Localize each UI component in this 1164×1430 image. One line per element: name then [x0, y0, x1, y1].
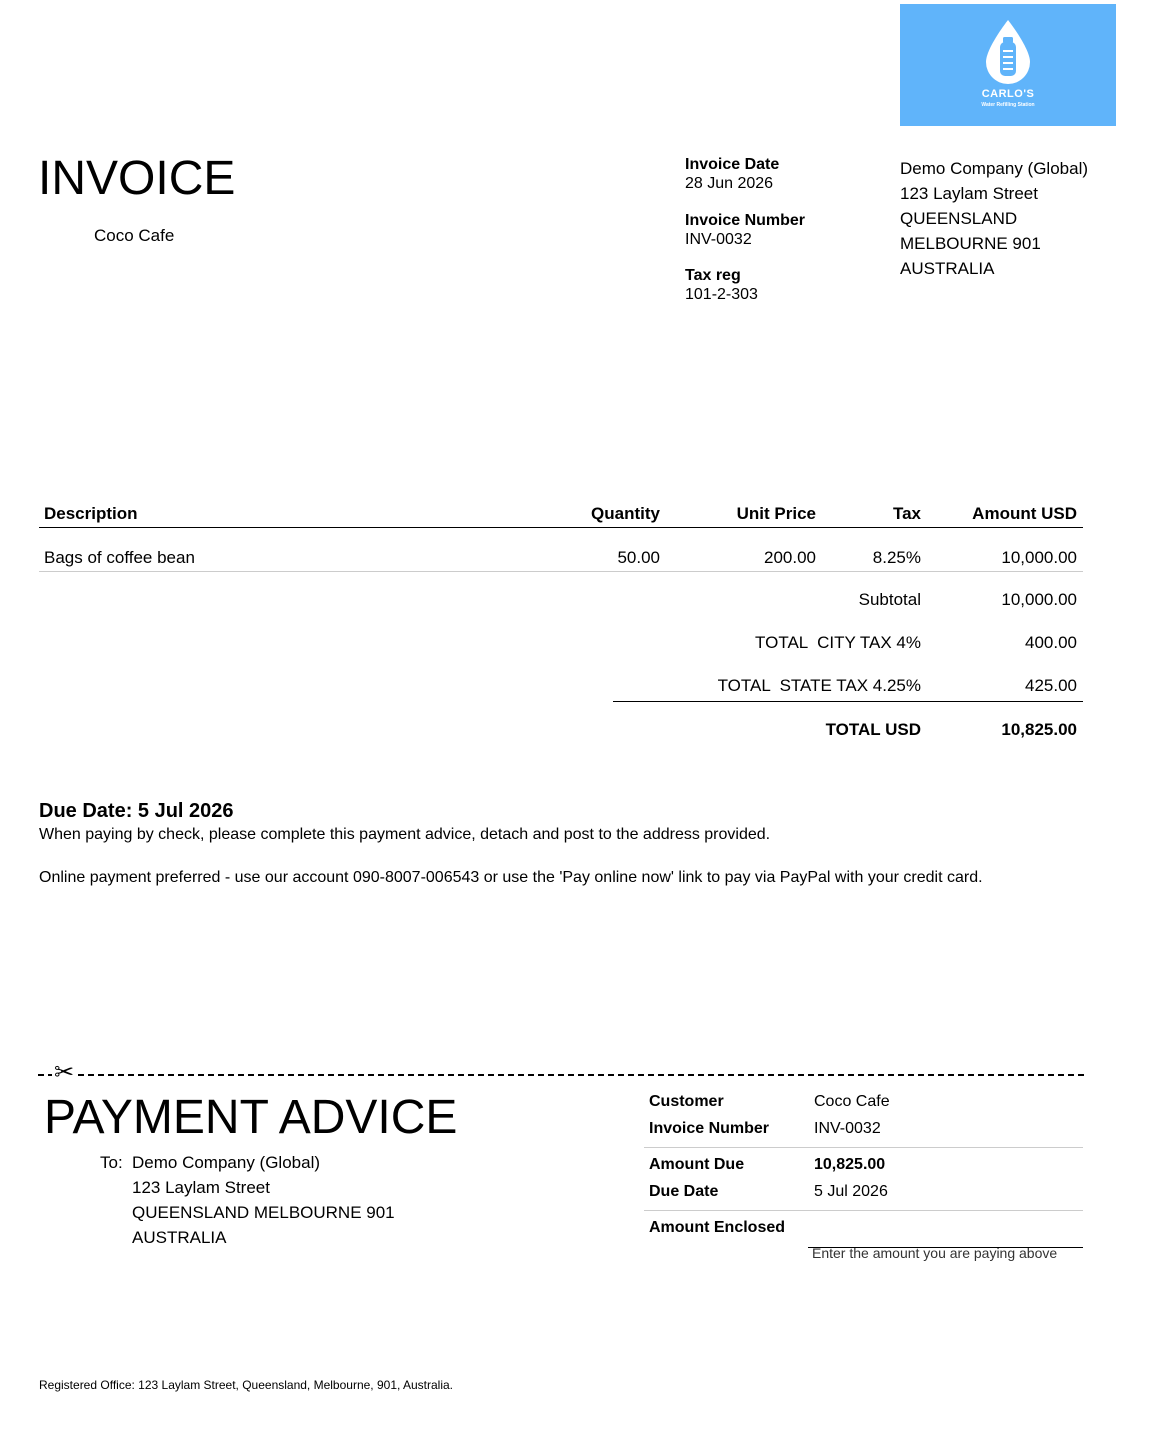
invoice-date-block: [685, 155, 779, 193]
due-date-heading: Due Date: 5 Jul 2026: [39, 800, 234, 822]
pa-invoice-number-label: Invoice Number: [649, 1120, 770, 1137]
payment-to-address: [132, 1150, 395, 1250]
payment-note-online: Online payment preferred - use our account 090-8007-006543 or use the 'Pay online now' link to pay via PayPal with your credit card.: [39, 869, 983, 886]
pa-amount-enclosed-row[interactable]: [644, 1216, 1083, 1243]
pa-due-date-value: 5 Jul 2026: [814, 1183, 888, 1200]
address-line: AUSTRALIA: [132, 1228, 227, 1247]
address-line: QUEENSLAND MELBOURNE 901: [132, 1203, 395, 1222]
subtotal-value: 10,000.00: [1001, 590, 1077, 609]
city-tax-label: TOTAL CITY TAX 4%: [755, 633, 921, 652]
row-divider: [39, 571, 1083, 572]
row-quantity: 50.00: [617, 548, 660, 567]
line-items-table: [39, 490, 1083, 739]
logo-tagline: Water Refilling Station: [981, 102, 1035, 108]
pa-invoice-number-row: [644, 1117, 1083, 1144]
water-drop-icon: [982, 18, 1034, 86]
total-divider: [613, 701, 1083, 702]
row-unit-price: 200.00: [764, 548, 816, 567]
row-tax: 8.25%: [872, 548, 921, 567]
invoice-date-label: Invoice Date: [685, 156, 780, 173]
address-line: Demo Company (Global): [132, 1153, 321, 1172]
address-line: AUSTRALIA: [900, 259, 995, 278]
pa-amount-due-row: [644, 1153, 1083, 1180]
invoice-number-value: INV-0032: [685, 231, 752, 248]
pa-amount-due-label: Amount Due: [649, 1156, 745, 1173]
header-divider: [39, 527, 1083, 528]
registered-office: Registered Office: 123 Laylam Street, Queensland, Melbourne, 901, Australia.: [39, 1378, 454, 1392]
detach-line: [38, 1059, 1084, 1086]
pa-amount-enclosed-label: Amount Enclosed: [649, 1219, 786, 1236]
pa-divider: [644, 1147, 1083, 1148]
tax-reg-block: [685, 266, 758, 304]
subtotal-label: Subtotal: [858, 590, 921, 609]
pa-due-date-row: [644, 1180, 1083, 1207]
address-line: 123 Laylam Street: [132, 1178, 270, 1197]
address-line: Demo Company (Global): [900, 159, 1089, 178]
header-quantity: Quantity: [591, 504, 660, 523]
city-tax-value: 400.00: [1025, 633, 1077, 652]
pa-customer-label: Customer: [649, 1093, 724, 1110]
total-value: 10,825.00: [1001, 720, 1077, 739]
to-label: To:: [100, 1153, 123, 1172]
row-description: Bags of coffee bean: [44, 548, 195, 567]
invoice-date-value: 28 Jun 2026: [685, 175, 774, 192]
subtotal-row: [39, 578, 1083, 621]
payment-advice-details: [644, 1090, 1083, 1243]
city-tax-row: [39, 621, 1083, 664]
payment-note-check: When paying by check, please complete this payment advice, detach and post to the address provided.: [39, 826, 771, 843]
pa-amount-due-value: 10,825.00: [814, 1156, 886, 1173]
scissors-icon: ✂: [54, 1059, 75, 1086]
pa-customer-value: Coco Cafe: [814, 1093, 890, 1110]
state-tax-label: TOTAL STATE TAX 4.25%: [717, 676, 921, 695]
address-line: MELBOURNE 901: [900, 234, 1041, 253]
header-description: Description: [44, 504, 138, 523]
header-unit-price: Unit Price: [736, 504, 816, 523]
total-label: TOTAL USD: [825, 720, 921, 739]
tax-reg-value: 101-2-303: [685, 286, 758, 303]
dashed-line: [38, 1074, 1084, 1076]
state-tax-value: 425.00: [1025, 676, 1077, 695]
pa-due-date-label: Due Date: [649, 1183, 719, 1200]
address-line: 123 Laylam Street: [900, 184, 1038, 203]
pa-invoice-number-value: INV-0032: [814, 1120, 881, 1137]
company-address: [900, 156, 1088, 281]
address-line: QUEENSLAND: [900, 209, 1018, 228]
customer-name: Coco Cafe: [94, 226, 175, 245]
invoice-number-block: [685, 211, 805, 249]
header-amount: Amount USD: [972, 504, 1077, 523]
tax-reg-label: Tax reg: [685, 267, 741, 284]
logo-brand: CARLO'S: [981, 88, 1035, 100]
header-tax: Tax: [892, 504, 921, 523]
payment-advice-title: PAYMENT ADVICE: [44, 1091, 458, 1144]
total-row: [39, 708, 1083, 751]
pa-divider: [644, 1210, 1083, 1211]
amount-enclosed-hint: Enter the amount you are paying above: [812, 1245, 1058, 1261]
pa-customer-row: [644, 1090, 1083, 1117]
invoice-title: INVOICE: [38, 152, 236, 205]
invoice-number-label: Invoice Number: [685, 212, 806, 229]
company-logo: [900, 4, 1116, 126]
row-amount: 10,000.00: [1001, 548, 1077, 567]
